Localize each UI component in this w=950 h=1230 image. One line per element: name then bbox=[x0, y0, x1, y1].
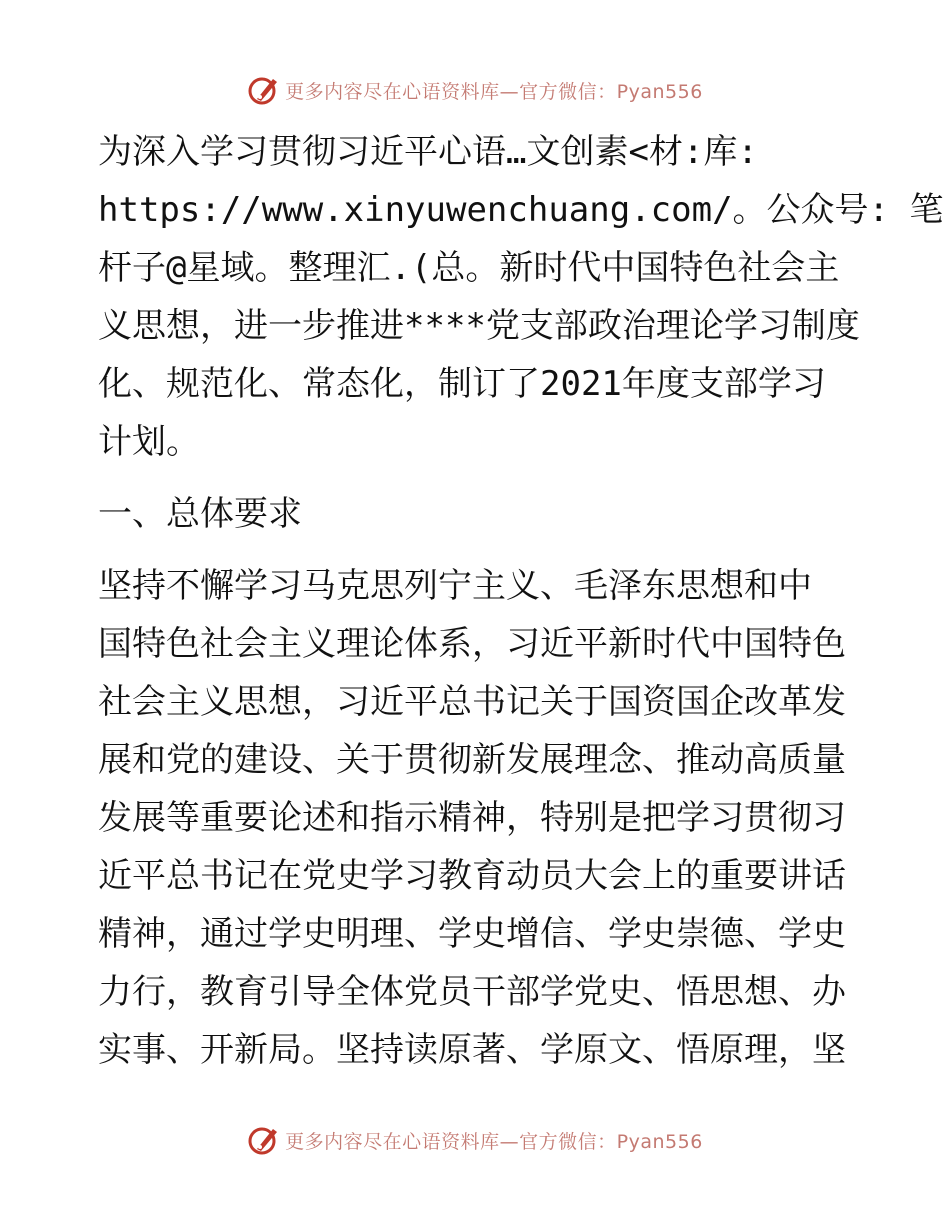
pen-nib-circle-icon bbox=[247, 73, 281, 107]
document-body bbox=[98, 123, 944, 1079]
text-line: 实事、开新局。坚持读原著、学原文、悟原理，坚 bbox=[98, 1030, 846, 1070]
text-line: 发展等重要论述和指示精神，特别是把学习贯彻习 bbox=[98, 798, 846, 838]
text-line: 杆子@星域。整理汇.(总。新时代中国特色社会主 bbox=[98, 248, 840, 288]
footer-banner-text: 更多内容尽在心语资料库—官方微信：Pyan556 bbox=[285, 1130, 703, 1153]
text-line: 坚持不懈学习马克思列宁主义、毛泽东思想和中 bbox=[98, 566, 812, 606]
text-line: 力行，教育引导全体党员干部学党史、悟思想、办 bbox=[98, 972, 846, 1012]
pen-nib-circle-icon bbox=[247, 1123, 281, 1157]
paragraph-requirements bbox=[98, 557, 858, 1079]
paragraph-spacer bbox=[98, 543, 858, 557]
text-line: 社会主义思想，习近平总书记关于国资国企改革发 bbox=[98, 682, 846, 722]
paragraph-spacer bbox=[98, 471, 858, 485]
header-banner-text: 更多内容尽在心语资料库—官方微信：Pyan556 bbox=[285, 80, 703, 103]
text-line: 义思想，进一步推进****党支部政治理论学习制度 bbox=[98, 306, 860, 346]
text-line: 展和党的建设、关于贯彻新发展理念、推动高质量 bbox=[98, 740, 846, 780]
section-heading: 一、总体要求 bbox=[98, 494, 302, 534]
text-line: 精神，通过学史明理、学史增信、学史崇德、学史 bbox=[98, 914, 846, 954]
footer-banner bbox=[0, 1120, 950, 1160]
text-line: 化、规范化、常态化，制订了2021年度支部学习 bbox=[98, 364, 826, 404]
text-line: 近平总书记在党史学习教育动员大会上的重要讲话 bbox=[98, 856, 846, 896]
header-banner bbox=[0, 70, 950, 110]
text-line: 计划。 bbox=[98, 422, 200, 462]
text-line: 为深入学习贯彻习近平心语…文创素<材:库: bbox=[98, 132, 758, 172]
paragraph-intro bbox=[98, 123, 944, 471]
text-line: https://www.xinyuwenchuang.com/。公众号: 笔 bbox=[98, 190, 944, 230]
text-line: 国特色社会主义理论体系，习近平新时代中国特色 bbox=[98, 624, 846, 664]
